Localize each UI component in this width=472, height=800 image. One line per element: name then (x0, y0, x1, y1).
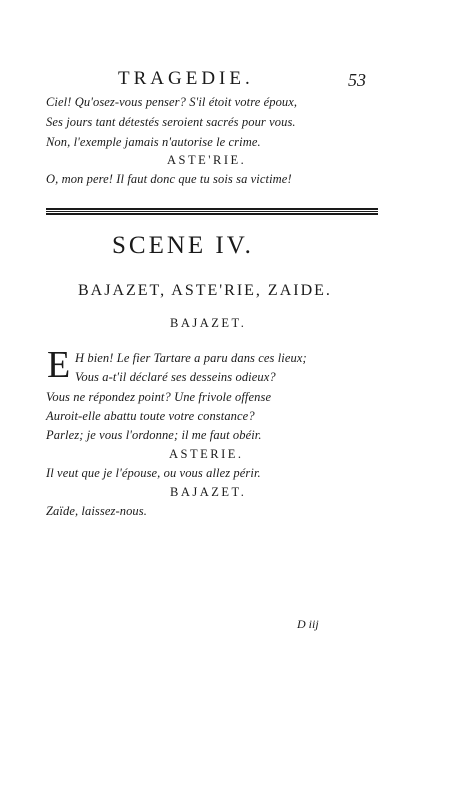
scene-title: SCENE IV. (112, 232, 254, 259)
verse-line: Il veut que je l'épouse, ou vous allez périr. (46, 466, 261, 480)
page-number: 53 (348, 70, 366, 90)
scene-divider-rule (46, 208, 378, 215)
drop-initial: E (47, 344, 71, 386)
running-head-title: TRAGEDIE. (118, 68, 254, 89)
signature-mark: D iij (297, 617, 319, 631)
verse-line: O, mon pere! Il faut donc que tu sois sa victime! (46, 172, 292, 186)
speaker-name: ASTERIE. (169, 447, 244, 461)
verse-line: Vous a-t'il déclaré ses desseins odieux? (75, 370, 276, 384)
verse-line: Ses jours tant détestés seroient sacrés pour vous. (46, 115, 296, 129)
verse-line: Parlez; je vous l'ordonne; il me faut obéir. (46, 428, 262, 442)
verse-line: Zaïde, laissez-nous. (46, 504, 147, 518)
verse-line: Vous ne répondez point? Une frivole offense (46, 390, 272, 404)
speaker-name: ASTE'RIE. (167, 153, 247, 167)
speaker-name: BAJAZET. (170, 485, 247, 499)
scene-characters: BAJAZET, ASTE'RIE, ZAIDE. (78, 282, 332, 299)
verse-line: Auroit-elle abattu toute votre constance? (46, 409, 255, 423)
verse-line: Ciel! Qu'osez-vous penser? S'il étoit votre époux, (46, 95, 298, 109)
verse-line: H bien! Le fier Tartare a paru dans ces lieux; (75, 351, 307, 365)
verse-line: Non, l'exemple jamais n'autorise le crime. (46, 135, 261, 149)
speaker-name: BAJAZET. (170, 316, 247, 330)
